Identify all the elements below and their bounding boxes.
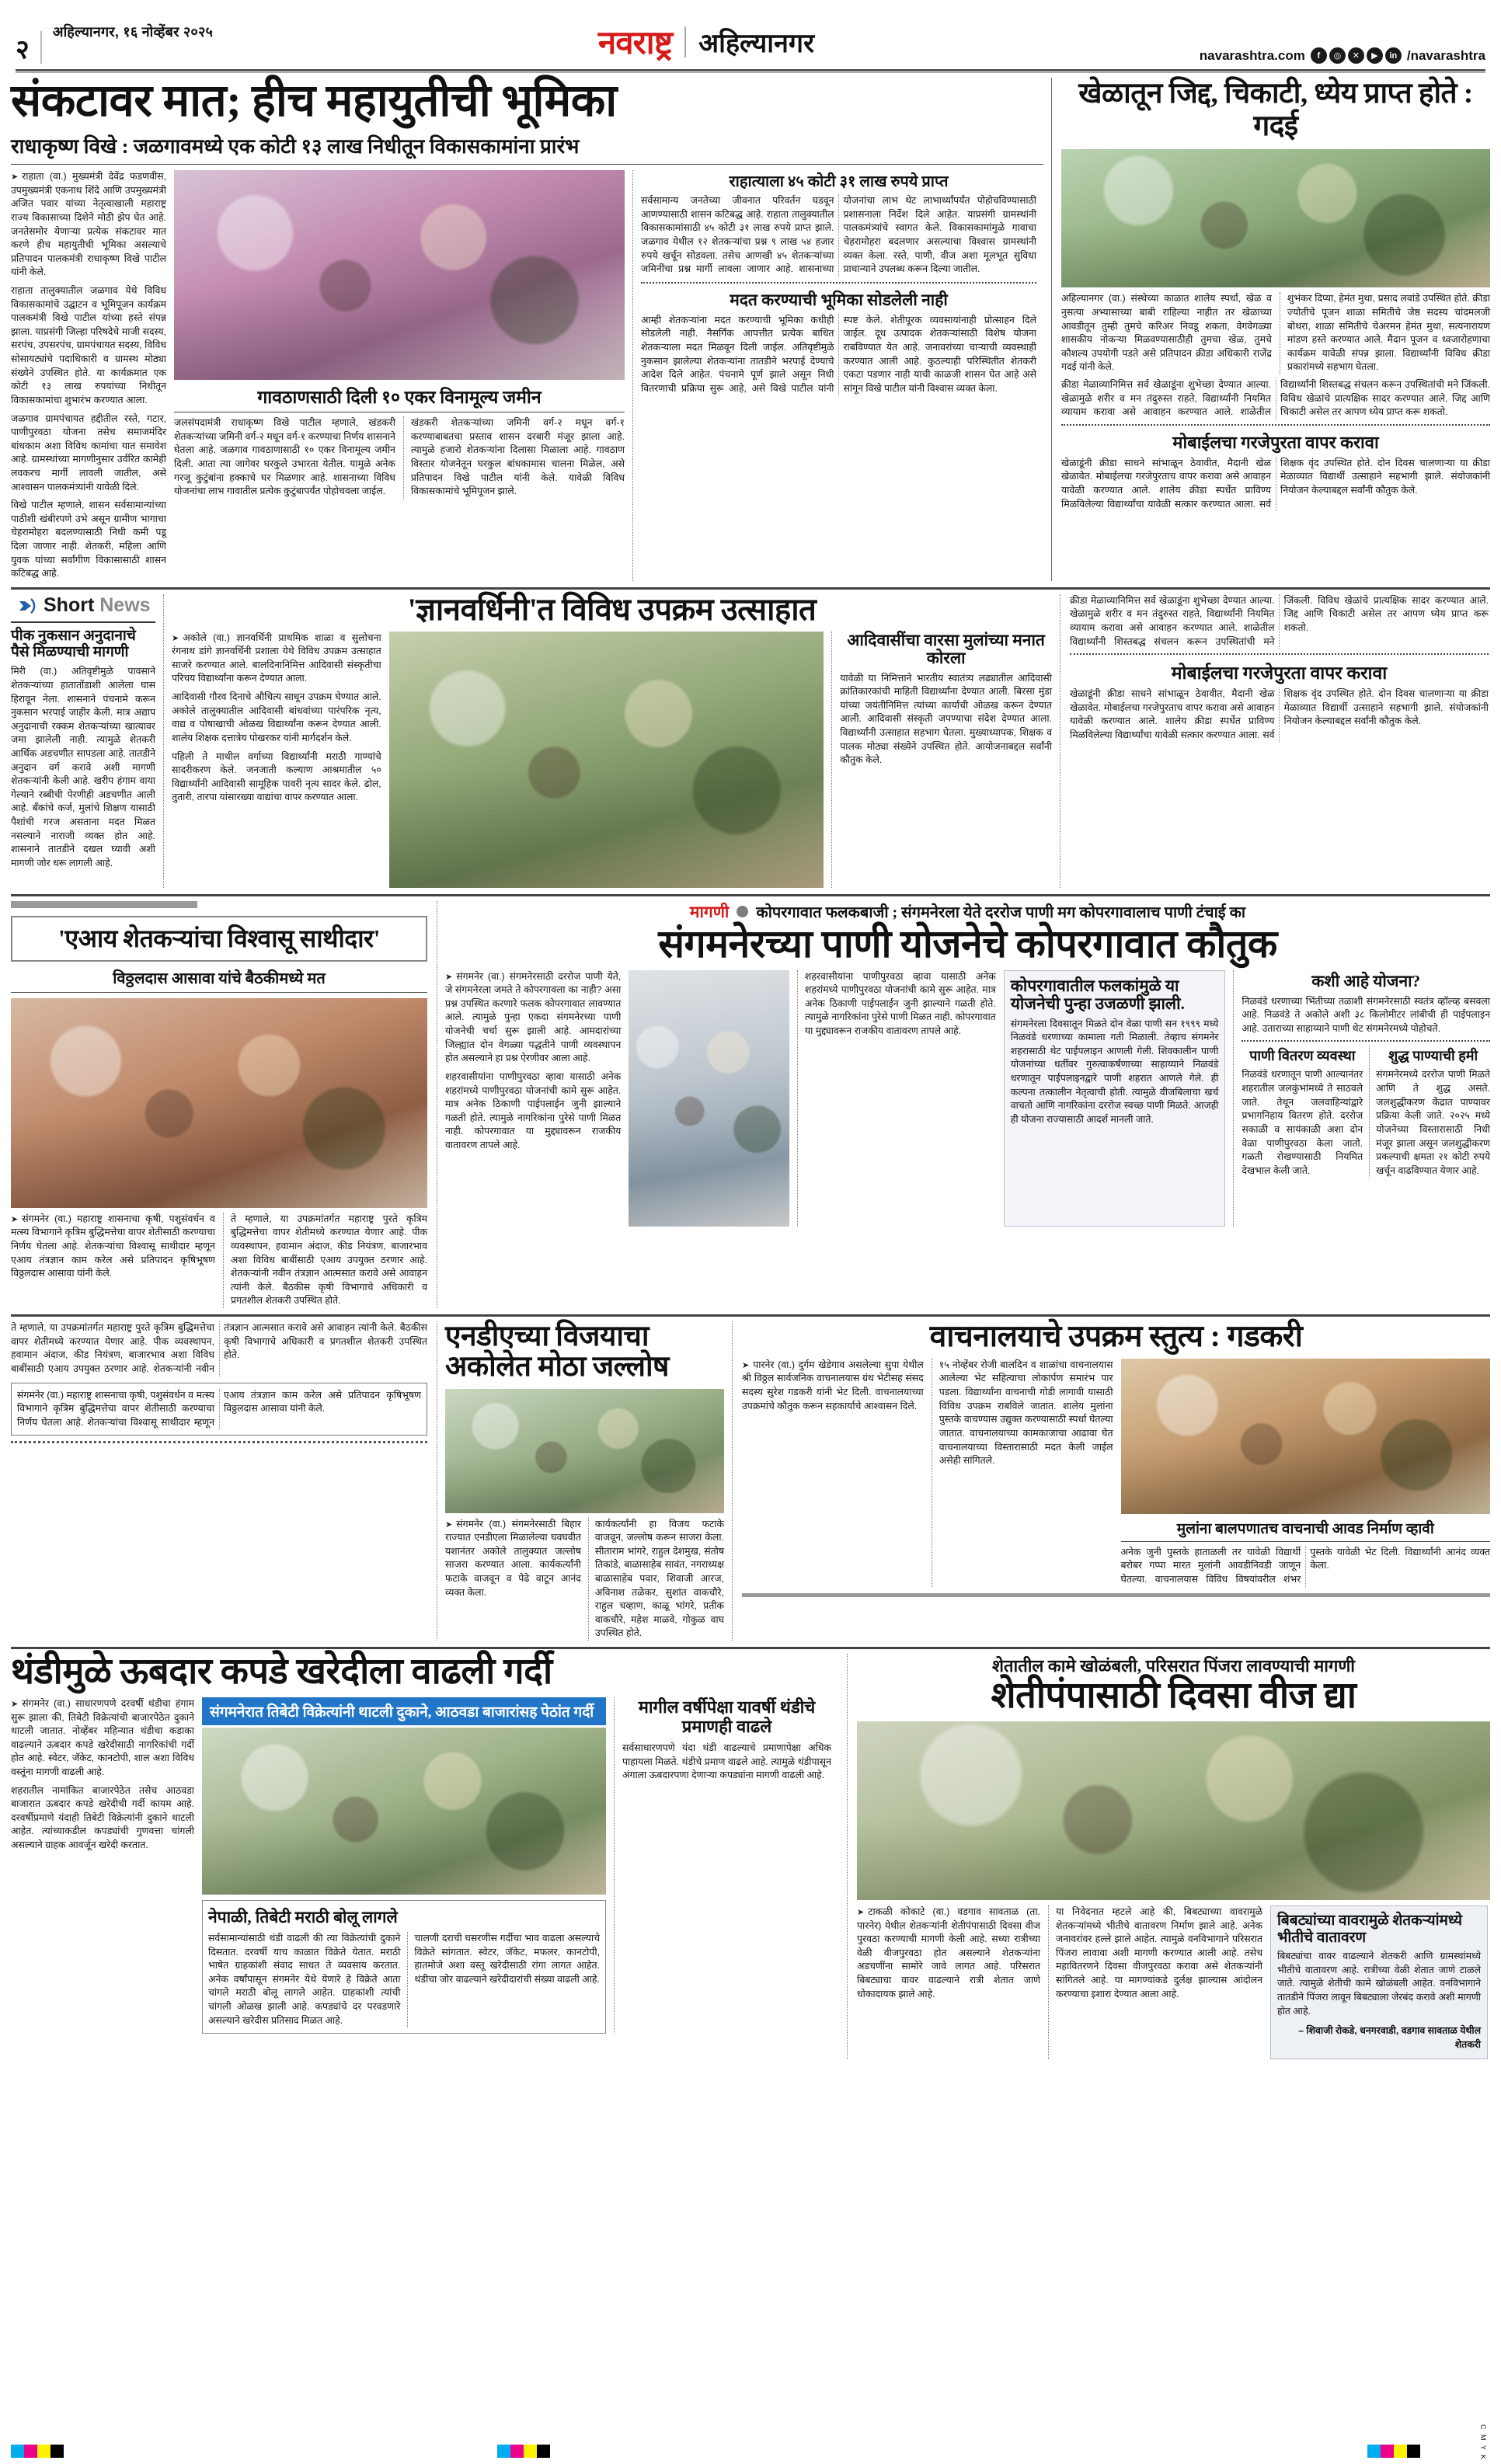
linkedin-icon[interactable]: in	[1385, 47, 1402, 64]
water-kicker: कोपरगावात फलकबाजी ; संगमनेरला येते दररोज पाणी मग कोपरगावालाच पाणी टंचाई का	[756, 904, 1246, 922]
cmyk-magenta	[24, 2445, 37, 2458]
lead-sub2-body: आम्ही शेतकऱ्यांना मदत करण्याची भूमिका कधीही सोडलेली नाही. नैसर्गिक आपत्तीत प्रत्येक बाधित शेतकऱ्याला मदत मिळवून दिली जाईल. अतिवृष्टीमुळे नुकसान झालेल्या शेतकऱ्यांना तातडीने भरपाई देण्याचे आदेश दिले आहेत. पंचनामे पूर्ण झाले असून निधी वितरणाची प्रक्रिया सुरू आहे, असे विखे पाटील यांनी स्पष्ट केले. शेतीपूरक व्यवसायांनाही प्रोत्साहन दिले जाईल. दूध उत्पादक शेतकऱ्यांसाठी विशेष योजना राबविण्यात येत आहे. जनावरांच्या चाऱ्याची व्यवस्थाही करण्यात आली आहे. कुठल्याही परिस्थितीत शेतकरी एकटा पडणार नाही याची काळजी शासन घेत आहे असे सांगून विखे पाटील यांनी विश्वास व्यक्त केला.	[641, 314, 1036, 394]
gyanvardhini-para-3: पहिली ते माथील वर्गाच्या विद्यार्थ्यांनी मराठी गाण्यांचे सादरीकरण केले. जनजाती कल्याण आश्रमातील ५० विद्यार्थ्यांनी आदिवासी सामूहिक पावरी नृत्य सादर केले. ढोल, तुतारी, तारपा यांसारख्या वाद्यांचा वापर करण्यात आला.	[172, 750, 381, 803]
lead-photo-block	[174, 170, 625, 581]
water-text-col	[445, 970, 621, 1227]
ndh-headline: एनडीएच्या विजयाचा अकोलेत मोठा जल्लोष	[445, 1321, 669, 1383]
cmyk-yellow-3	[1394, 2445, 1407, 2458]
website-url[interactable]: navarashtra.com	[1199, 47, 1305, 63]
x-twitter-icon[interactable]: ✕	[1348, 47, 1364, 64]
clothes-box-body-1: सर्वसामान्यांसाठी थंडी वाढली की त्या विक्रेत्यांची दुकाने दिसतात. दरवर्षी याच काळात विक्रेते येतात. मराठी भाषेत ग्राहकांशी संवाद साधत ते व्यवसाय करतात. अनेक वर्षांपासून संगमनेर येथे येणारे हे विक्रेते आता चांगले मराठी बोलू लागले आहेत. ग्राहकांशी त्यांची चांगली ओळख झाली आहे. कपड्यांचे दर परवडणारे असल्याने खरेदीस प्रतिसाद मिळत आहे.	[208, 1932, 401, 2026]
cmyk-yellow-2	[524, 2445, 537, 2458]
sports-para-1: अहिल्यानगर (वा.) संस्थेच्या काळात शालेय स्पर्धा, खेळ व नुसत्या अभ्यासाच्या बाबी राहिल्या नाहीत तर खेळाच्या आवडीतून तुम्ही तुमचे करिअर निवडू शकता, वेगवेगळ्या शासकीय नोकऱ्या मिळवण्यासाठीही तुमचा खेळ, तुमचे कौशल्य उपयोगी पडते असे प्रतिपादन क्रीडा अधिकारी राजेंद्र गदई यांनी केले.	[1061, 293, 1272, 373]
section-rule-2	[11, 894, 1490, 896]
cmyk-black	[50, 2445, 64, 2458]
clothes-headline: थंडीमुळे ऊबदार कपडे खरेदीला वाढली गर्दी	[11, 1651, 552, 1692]
lead-para-3: जळगाव ग्रामपंचायत हद्दीतील रस्ते, गटार, पाणीपुरवठा योजना तसेच समाजमंदिर बांधकाम अशा विविध कामांचा यात समावेश आहे. ग्रामस्थांच्या मागणीनुसार उर्वरित कामेही लवकरच मार्गी लावली जातील, असे आश्वासन पालकमंत्र्यांनी यावेळी दिले.	[11, 412, 166, 492]
lead-photo-caption-cols	[174, 416, 625, 499]
ndh-para-1: ➤ संगमनेर (वा.) संगमनेरसाठी बिहार राज्यात एनडीएला मिळालेल्या घवघवीत यशानंतर अकोले तालुक्यात जल्लोष साजरा करण्यात आला. कार्यकर्त्यांनी फटाके वाजवून व पेढे वाटून आनंद व्यक्त केला.	[445, 1518, 581, 1641]
shortnews-rule	[11, 621, 155, 623]
sports-cont-sub-heading: मोबाईलचा गरजेपुरता वापर करावा	[1171, 663, 1388, 684]
water-kicker-row	[445, 901, 1490, 923]
lead-photo-caption-heading: गावठाणसाठी दिली १० एकर विनामूल्य जमीन	[174, 384, 625, 412]
shortnews-heading: पीक नुकसान अनुदानाचे पैसे मिळण्याची मागणी	[11, 627, 136, 661]
ndh-body-cols	[445, 1518, 724, 1641]
lead-content-row	[11, 170, 1043, 581]
water-box-1	[1004, 970, 1226, 1227]
lead-para-2: राहाता तालुक्यातील जळगाव येथे विविध विकासकामांचे उद्घाटन व भूमिपूजन कार्यक्रम पालकमंत्री विखे पाटील यांच्या हस्ते संपन्न झाला. याप्रसंगी जिल्हा परिषदेचे माजी सदस्य, सरपंच, उपसरपंच, ग्रामपंचायत सदस्य, विविध सोसायट्यांचे पदाधिकारी व ग्रामस्थ मोठ्या संख्येने उपस्थित होते. या कार्यक्रमात एक कोटी १३ लाख रुपयांच्या निधीतून विकासकामांचा शुभारंभ करण्यात आला.	[11, 285, 166, 405]
ai-para-2: ते म्हणाले, या उपक्रमांतर्गत महाराष्ट्र पुरते कृत्रिम बुद्धिमत्तेचा वापर शेतीमध्ये करण्यात येणार आहे. पीक व्यवस्थापन, हवामान अंदाज, कीड नियंत्रण, बाजारभाव अशा विविध बाबींसाठी एआय उपयुक्त ठरणार आहे. शेतकऱ्यांनी नवीन तंत्रज्ञान आत्मसात करावे असे आवाहन त्यांनी केले. बैठकीस कृषी विभागाचे अधिकारी व प्रगतशील शेतकरी उपस्थित होते.	[223, 1213, 427, 1308]
clothes-box-heading: नेपाळी, तिबेटी मराठी बोलू लागले	[208, 1907, 398, 1926]
ai-cont-rule	[11, 1441, 427, 1443]
gyanvardhini-photo-wrap	[389, 632, 824, 888]
water-photo	[629, 970, 789, 1227]
row-ndh-library	[11, 1321, 1490, 1641]
cmyk-bars-center	[497, 2445, 550, 2458]
library-story	[732, 1321, 1490, 1641]
gyanvardhini-content	[172, 632, 1052, 888]
sports-headline: खेळातून जिद्द, चिकाटी, ध्येय प्राप्त होते : गदई	[1078, 78, 1473, 143]
shortnews-label: Short News	[44, 594, 151, 617]
lead-para-4: विखे पाटील म्हणाले, शासन सर्वसामान्यांच्या पाठीशी खंबीरपणे उभे असून ग्रामीण भागाचा चेहरामोहरा बदलण्यासाठी निधी कमी पडू दिला जाणार नाही. शेतकरी, महिला आणि युवक यांच्या सर्वांगीण विकासासाठी शासन कटिबद्ध आहे.	[11, 499, 166, 579]
cmyk-magenta-2	[510, 2445, 524, 2458]
water-box-group	[1233, 970, 1490, 1227]
library-photo-wrap	[1121, 1359, 1490, 1587]
ai-cont-box-body: संगमनेर (वा.) महाराष्ट्र शासनाचा कृषी, पशुसंवर्धन व मत्स्य विभागाने कृत्रिम बुद्धिमत्तेचा वापर शेतीसाठी करण्याचा निर्णय घेतला आहे. शेतकऱ्यांचा विश्वासू साथीदार म्हणून एआय तंत्रज्ञान काम करेल असे प्रतिपादन कृषिभूषण विठ्ठलदास आसावा यांनी केले.	[17, 1389, 421, 1428]
section-rule-1	[11, 587, 1490, 590]
power-body-row	[857, 1905, 1490, 2059]
ndh-story	[437, 1321, 732, 1641]
water-box1-body: संगमनेरला दिवसातून मिळते दोन वेळा पाणी सन १९९९ मध्ये निळवंडे धरणाच्या कामाला गती मिळाली. तेव्हाच संगमनेर शहरासाठी थेट पाईपलाइन आणली गेली. शिवकालीन पाणी योजनांच्या धर्तीवर गुरुत्वाकर्षणाच्या साहाय्याने निळवंडे धरणातून पाईपलाइनद्वारे पाणी शहरात आणले गेले. ही कल्पना तत्कालीन नेतृत्वाची होती. त्यामुळे वीजबिलाचा खर्च वाचतो आणि नागरिकांना दररोज स्वच्छ पाणी मिळते. आजही ही योजना राज्यासाठी आदर्श मानली जाते.	[1010, 1018, 1219, 1125]
section-rule-3	[11, 1314, 1490, 1317]
masthead-brand-group	[213, 19, 1200, 64]
water-para-3: शहरवासीयांना पाणीपुरवठा व्हावा यासाठी अनेक शहरांमध्ये पाणीपुरवठा योजनांची कामे सुरू आहेत. मात्र अनेक ठिकाणी पाईपलाईन जुनी झाल्याने गळती होते. त्यामुळे नागरिकांना पुरेसे पाणी मिळत नाही. कोपरगावात या मुद्द्यावरून राजकीय वातावरण तापले आहे.	[804, 970, 996, 1037]
youtube-icon[interactable]: ▶	[1367, 47, 1383, 64]
power-headline: शेतीपंपासाठी दिवसा वीज द्या	[991, 1676, 1356, 1716]
power-photo	[857, 1721, 1490, 1900]
cmyk-bars-left	[11, 2445, 64, 2458]
power-signature: – शिवाजी रोकडे, धनगरवाडी, वडगाव सावताळ येथील शेतकरी	[1298, 2025, 1481, 2050]
ai-body-cols	[11, 1213, 427, 1308]
ai-cont-box	[11, 1383, 427, 1436]
facebook-icon[interactable]: f	[1311, 47, 1327, 64]
ndh-para-2: कार्यकर्त्यांनी हा विजय फटाके वाजवून, जल्लोष करून साजरा केला. सीताराम भांगरे, राहुल देशमुख, संतोष तिकांडे, बाळासाहेब सावंत, नगराध्यक्ष बाळासाहेब पवार, शिवाजी आरज, अविनाश तळेकर, सुशांत वाकचौरे, राहुल चव्हाण, काळू भांगरे, प्रतीक वाकचौरे, महेश माळवे, गोकुळ वाघ उपस्थित होते.	[588, 1518, 724, 1641]
water-para-2: शहरवासीयांना पाणीपुरवठा व्हावा यासाठी अनेक शहरांमध्ये पाणीपुरवठा योजनांची कामे सुरू आहेत. मात्र अनेक ठिकाणी पाईपलाईन जुनी झाल्याने गळती होते. त्यामुळे नागरिकांना पुरेसे पाणी मिळत नाही. कोपरगावात या मुद्द्यावरून राजकीय वातावरण तापले आहे.	[445, 1070, 622, 1150]
clothes-box-cols	[208, 1932, 600, 2027]
library-photo	[1121, 1359, 1490, 1514]
ndh-photo	[445, 1389, 724, 1513]
cmyk-cyan-2	[497, 2445, 510, 2458]
clothes-para-1: ➤ संगमनेर (वा.) साधारणपणे दरवर्षी थंडीचा हंगाम सुरू झाला की, तिबेटी विक्रेत्यांची बाजारपेठेत दुकाने थाटली जातात. नोव्हेंबर महिन्यात थंडीचा कडाका वाढल्याने ऊबदार कपडे खरेदीसाठी नागरिकांची गर्दी होत आहे. स्वेटर, जॅकेट, कानटोपी, शाल अशा विविध वस्तूंना मागणी वाढली आहे.	[11, 1697, 194, 1780]
page-number: २	[16, 36, 30, 64]
bullet-dot-icon	[737, 906, 748, 917]
cmyk-black-2	[537, 2445, 550, 2458]
library-caption-body: अनेक जुनी पुस्तके हाताळली तर यावेळी विद्यार्थी बरोबर गप्पा मारत मुलांनी आवडीनिवडी जाणून घेतल्या. वाचनालयास विविध विषयांवरील शंभर पुस्तके यावेळी भेट दिली. विद्यार्थ्यांनी आनंद व्यक्त केला.	[1120, 1546, 1490, 1585]
sports-sub-body: खेळाडूंनी क्रीडा साधने सांभाळून ठेवावीत, मैदानी खेळ खेळावेत. मोबाईलचा गरजेपुरताच वापर करावा असे आवाहन यावेळी करण्यात आले. शालेय क्रीडा स्पर्धेत प्राविण्य मिळविलेल्या विद्यार्थ्यांचा यावेळी सत्कार करण्यात आला. सर्व शिक्षक वृंद उपस्थित होते. दोन दिवस चालणाऱ्या या क्रीडा मेळाव्यात विद्यार्थी उत्साहाने सहभागी झाले. संयोजकांनी नियोजन केल्याबद्दल सर्वांनी कौतुक केले.	[1061, 457, 1490, 510]
social-icon-group	[1311, 47, 1402, 64]
water-box1-heading: कोपरगावातील फलकांमुळे या योजनेची पुन्हा उजळणी झाली.	[1010, 976, 1185, 1014]
water-box4-heading: शुद्ध पाण्याची हमी	[1388, 1048, 1478, 1064]
clothes-photo-wrap	[202, 1697, 606, 2034]
sports-cont-divider	[1070, 653, 1489, 655]
gyanvardhini-sub-body: यावेळी या निमित्ताने भारतीय स्वातंत्र्य लढ्यातील आदिवासी क्रांतिकारकांची माहिती विद्यार्थ्यांना देण्यात आली. बिरसा मुंडा यांच्या जयंतीनिमित्त त्यांच्या कार्याची ओळख करून देण्यात आली. आदिवासी संस्कृती जपण्याचा संदेश देण्यात आला. विद्यार्थ्यांनी उत्साहात सहभाग घेतला. मुख्याध्यापक, शिक्षक व पालक मोठ्या संख्येने उपस्थित होते. आयोजनाबद्दल सर्वांनी कौतुक केले.	[840, 672, 1052, 766]
water-box-divider	[1242, 1040, 1490, 1042]
power-para-1-text: ➤ टाकळी कोकाटे (वा.) वडगाव सावताळ (ता. पारनेर) येथील शेतकऱ्यांनी शेतीपंपासाठी दिवसा वीज पुरवठा करण्याची मागणी केली आहे. सध्या रात्रीच्या वेळी वीजपुरवठा होत असल्याने शेतकऱ्यांना अडचणींना सामोरे जावे लागत आहे. परिसरात बिबट्याचा वावर वाढल्याने रात्री शेतात जाणे धोकादायक झाले आहे.	[857, 1905, 1040, 2001]
lead-headline: संकटावर मात; हीच महायुतीची भूमिका	[11, 75, 617, 126]
cmyk-cyan-3	[1367, 2445, 1381, 2458]
library-para-1: ➤ पारनेर (वा.) दुर्गम खेडेगाव असलेल्या सुपा येथील श्री विठ्ठल सार्वजनिक वाचनालयास ग्रंथ भेटीसह संसद सदस्य सुरेश गडकरी यांनी भेट दिली. वाचनालयाच्या उपक्रमांचे कौतुक करून सहकार्याचे आश्वासन दिले.	[742, 1359, 924, 1413]
sports-story	[1052, 78, 1490, 581]
edition-city: अहिल्यानगर	[698, 29, 814, 58]
instagram-icon[interactable]: ◎	[1329, 47, 1346, 64]
clothes-photo	[202, 1728, 606, 1895]
gyanvardhini-headline: 'ज्ञानवर्धिनी'त विविध उपक्रम उत्साहात	[407, 591, 817, 627]
water-box2-heading: कशी आहे योजना?	[1311, 971, 1421, 990]
clothes-sub-body: सर्वसाधारणपणे यंदा थंडी वाढल्याचे प्रमाणापेक्षा अधिक पाहायला मिळते. थंडीचे प्रमाण वाढले आहे. त्यामुळे थंडीपासून अंगाला ऊबदारपणा देणाऱ्या कपड्यांना मागणी वाढली आहे.	[622, 1742, 831, 1781]
power-box	[1270, 1905, 1488, 2059]
lead-caption-col-2: खंडकरी शेतकऱ्यांच्या जमिनी वर्ग-२ मधून वर्ग-१ करण्याबाबतचा प्रस्ताव शासन दरबारी मंजूर झाला आहे. त्यामुळे हजारो शेतकऱ्यांना दिलासा मिळाला आहे. गावठाण विस्तार योजनेतून घरकुल बांधकामास चालना मिळेल, असे प्रतिपादन विखे पाटील यांनी केले. यावेळी विविध विकासकामांचे भूमिपूजन झाले.	[403, 416, 625, 499]
water-headline: संगमनेरच्या पाणी योजनेचे कोपरगावात कौतुक	[658, 921, 1277, 966]
masthead-web-social	[1200, 47, 1485, 64]
ai-cont-body: ते म्हणाले, या उपक्रमांतर्गत महाराष्ट्र पुरते कृत्रिम बुद्धिमत्तेचा वापर शेतीमध्ये करण्यात येणार आहे. पीक व्यवस्थापन, हवामान अंदाज, कीड नियंत्रण, बाजारभाव अशा विविध बाबींसाठी एआय उपयुक्त ठरणार आहे. शेतकऱ्यांनी नवीन तंत्रज्ञान आत्मसात करावे असे आवाहन त्यांनी केले. बैठकीस कृषी विभागाचे अधिकारी व प्रगतशील शेतकरी उपस्थित होते.	[11, 1322, 427, 1374]
lead-subhead: राधाकृष्ण विखे : जळगावमध्ये एक कोटी १३ लाख निधीतून विकासकामांना प्रारंभ	[11, 131, 1043, 165]
cmyk-yellow	[37, 2445, 50, 2458]
water-story	[437, 901, 1490, 1308]
library-text-1	[742, 1359, 924, 1587]
clothes-sub-heading: मागील वर्षीपेक्षा यावर्षी थंडीचे प्रमाणही वाढले	[638, 1697, 816, 1737]
ai-headline-box	[11, 916, 427, 962]
row-clothes-power	[11, 1651, 1490, 2059]
clothes-box-body-2: चालणी दराची घसरणीस गर्दीचा भाव वाढला असल्याचे विक्रेते सांगतात. स्वेटर, जॅकेट, मफलर, कानटोपी, हातमोजे अशा वस्तू खरेदीसाठी रांगा लागत आहेत. थंडीचा जोर वाढल्याने खरेदीदारांची संख्या वाढली आहे.	[407, 1932, 600, 2027]
clothes-para-2: शहरातील नामांकित बाजारपेठेत तसेच आठवडा बाजारात ऊबदार कपडे खरेदीची गर्दी कायम आहे. दरवर्षीप्रमाणे यंदाही तिबेटी विक्रेत्यांनी दुकाने थाटली आहेत. त्यांच्याकडील कपड्यांची गुणवत्ता चांगली असल्याने ग्राहक आवर्जून खरेदी करतात.	[11, 1784, 194, 1851]
masthead-divider	[40, 31, 42, 64]
library-text-2	[932, 1359, 1113, 1587]
clothes-box	[202, 1900, 606, 2034]
shortnews-column	[11, 594, 163, 888]
clothes-sub	[614, 1697, 831, 2034]
brand-logo: नवराष्ट्र	[597, 26, 673, 61]
sports-cont-body: क्रीडा मेळाव्यानिमित्त सर्व खेळाडूंना शुभेच्छा देण्यात आल्या. खेळामुळे शरीर व मन तंदुरुस्त राहते, विद्यार्थ्यांनी नियमित व्यायाम करावा असे आवाहन करण्यात आले. शाळेतील विद्यार्थ्यांनी शिस्तबद्ध संचलन करून उपस्थितांची मने जिंकली. विविध खेळांचे प्रात्यक्षिक सादर करण्यात आले. जिद्द आणि चिकाटी असेल तर आपण ध्येय प्राप्त करू शकतो.	[1070, 594, 1489, 647]
library-caption-heading: मुलांना बालपणातच वाचनाची आवड निर्माण व्हावी	[1121, 1518, 1490, 1542]
water-box2-body: निळवंडे धरणाच्या भिंतीच्या तळाशी संगमनेरसाठी स्वतंत्र व्हॉल्व्ह बसवला आहे. निळवंडे ते अकोले अशी ३८ किलोमीटर लांबीची ही पाईपलाइन आहे. उताराच्या साहाय्याने पाणी थेट संगमनेरमध्ये पोहोचते.	[1242, 995, 1490, 1034]
lead-sub2-heading: मदत करण्याची भूमिका सोडलेली नाही	[730, 290, 948, 309]
lead-photo	[174, 170, 625, 380]
lead-left-column	[11, 75, 1052, 581]
sports-para-3: क्रीडा मेळाव्यानिमित्त सर्व खेळाडूंना शुभेच्छा देण्यात आल्या. खेळामुळे शरीर व मन तंदुरुस्त राहते, विद्यार्थ्यांनी नियमित व्यायाम करावा असे आवाहन करण्यात आले. शाळेतील विद्यार्थ्यांनी शिस्तबद्ध संचलन करून उपस्थितांची मने जिंकली. विविध खेळांचे प्रात्यक्षिक सादर करण्यात आले. जिद्द आणि चिकाटी असेल तर आपण ध्येय प्राप्त करू शकतो.	[1061, 379, 1490, 418]
gyanvardhini-sub-heading: आदिवासींचा वारसा मुलांच्या मनात कोरला	[847, 630, 1045, 668]
lead-para-1: ➤ राहाता (वा.) मुख्यमंत्री देवेंद्र फडणवीस, उपमुख्यमंत्री एकनाथ शिंदे आणि उपमुख्यमंत्री अजित पवार यांच्या नेतृत्वाखाली महाराष्ट्र राज्य विकासाच्या दिशेने मोठी झेप घेत आहे. जनतेसमोर येणाऱ्या प्रत्येक संकटावर मात करणे हीच महायुतीची भूमिका असल्याचे प्रतिपादन पालकमंत्री राधाकृष्ण विखे पाटील यांनी केले.	[11, 170, 166, 280]
water-text-col-2	[797, 970, 996, 1227]
water-para-1: ➤ संगमनेर (वा.) संगमनेरसाठी दररोज पाणी येते, जे संगमनेरला जमते ते कोपरगावला का नाही? असा प्रश्न उपस्थित करणारे फलक कोपरगावात लावण्यात आले. त्यामुळे पुन्हा एकदा संगमनेरच्या पाणी योजनेची चर्चा सुरू झाली आहे. आमदारांच्या जिल्ह्यात दोन वेगळ्या पद्धतीने पाणी व्यवस्थापन होत असल्याने हा प्रश्न ऐरणीवर आला आहे.	[445, 970, 621, 1066]
shortnews-body: मिरी (वा.) अतिवृष्टीमुळे पावसाने शेतकऱ्यांच्या हातातोंडाशी आलेला घास हिरावून नेला. शासनाने पंचनामे करून नुकसान भरपाई जाहीर केली. मात्र अद्याप अनुदानाची रक्कम शेतकऱ्यांच्या खात्यावर जमा झालेली नाही. त्यामुळे शेतकरी आर्थिक अडचणीत सापडला आहे. तातडीने अनुदान वर्ग करावे अशी मागणी शेतकऱ्यांनी केली आहे. खरीप हंगाम वाया गेल्याने रब्बीची पेरणीही अडचणीत आली आहे. बँकांचे कर्ज, मुलांचे शिक्षण यासाठी पैशांची गरज असताना मदत मिळत नसल्याने नाराजी व्यक्त होत आहे. शासनाने तातडीने दखल घ्यावी अशी मागणी जोर धरू लागली आहे.	[11, 666, 155, 868]
power-box-heading: बिबट्यांच्या वावरामुळे शेतकऱ्यांमध्ये भीतीचे वातावरण	[1277, 1912, 1463, 1946]
ai-subhead: विठ्ठलदास आसावा यांचे बैठकीमध्ये मत	[11, 967, 427, 993]
water-content	[445, 970, 1490, 1227]
library-headline: वाचनालयाचे उपक्रम स्तुत्य : गडकरी	[929, 1320, 1303, 1354]
sports-continued	[1060, 594, 1489, 888]
shortnews-badge	[11, 594, 155, 618]
gyanvardhini-para-2: आदिवासी गौरव दिनाचे औचित्य साधून उपक्रम घेण्यात आले. अकोले तालुक्यातील आदिवासी बांधवांच्या पारंपरिक नृत्य, वाद्य व पोषाखाची ओळख विद्यार्थ्यांना करून देण्यात आली. शालेय शिक्षक दत्तात्रेय पोखरकर यांनी मार्गदर्शन केले.	[172, 691, 381, 743]
power-story	[847, 1654, 1490, 2059]
ai-farmer-story	[11, 901, 437, 1308]
section-rule-4	[11, 1647, 1490, 1649]
sports-photo	[1061, 149, 1490, 287]
cmyk-label: C M Y K	[1479, 2424, 1487, 2461]
gyanvardhini-sub	[831, 632, 1052, 888]
water-box34-row	[1242, 1046, 1490, 1178]
social-handle: /navarashtra	[1406, 47, 1485, 63]
sports-cont-sub-body: खेळाडूंनी क्रीडा साधने सांभाळून ठेवावीत, मैदानी खेळ खेळावेत. मोबाईलचा गरजेपुरताच वापर करावा असे आवाहन यावेळी करण्यात आले. शालेय क्रीडा स्पर्धेत प्राविण्य मिळविलेल्या विद्यार्थ्यांचा यावेळी सत्कार करण्यात आला. सर्व शिक्षक वृंद उपस्थित होते. दोन दिवस चालणाऱ्या या क्रीडा मेळाव्यात विद्यार्थी उत्साहाने सहभागी झाले. संयोजकांनी नियोजन केल्याबद्दल सर्वांनी कौतुक केले.	[1070, 688, 1489, 741]
masthead	[11, 0, 1490, 67]
ai-headline: 'एआय शेतकऱ्यांचा विश्वासू साथीदार'	[57, 924, 381, 952]
lead-subcolumn	[632, 170, 1036, 581]
gyanvardhini-para-1: ➤ अकोले (वा.) ज्ञानवर्धिनी प्राथमिक शाळा व सुलोचना रंगनाथ डांगे ज्ञानवर्धिनी प्रशाला येथे विविध उपक्रम उत्साहात साजरे करण्यात आले. बालदिनानिमित्त आदिवासी संस्कृतीचा परिचय विद्यार्थ्यांना करून देण्यात आला.	[172, 632, 381, 686]
masthead-rule	[16, 69, 1485, 73]
row-shortnews	[11, 591, 1490, 888]
gyanvardhini-story	[163, 591, 1060, 888]
cmyk-magenta-3	[1381, 2445, 1394, 2458]
ai-para-1: ➤ संगमनेर (वा.) महाराष्ट्र शासनाचा कृषी, पशुसंवर्धन व मत्स्य विभागाने कृत्रिम बुद्धिमत्तेचा वापर शेतीसाठी करण्याचा निर्णय घेतला आहे. शेतकऱ्यांचा विश्वासू साथीदार म्हणून एआय तंत्रज्ञान काम करेल असे प्रतिपादन कृषिभूषण विठ्ठलदास आसावा यांनी केले.	[11, 1213, 215, 1308]
library-content	[742, 1359, 1490, 1587]
water-box-4	[1369, 1046, 1490, 1178]
gyanvardhini-photo	[389, 632, 824, 888]
lead-block	[11, 75, 1490, 581]
power-kicker: शेतातील कामे खोळंबली, परिसरात पिंजरा लावण्याची मागणी	[992, 1656, 1355, 1676]
power-para-2-text: या निवेदनात म्हटले आहे की, बिबट्याच्या वावरामुळे शेतकऱ्यांमध्ये भीतीचे वातावरण निर्माण झाले आहे. अनेक जनावरांवर हल्ले झाले आहेत. त्यामुळे वनविभागाने परिसरात पिंजरा लावावा अशी मागणी करण्यात आली आहे. तसेच महावितरणने दिवसा वीजपुरवठा करावा असे शेतकऱ्यांनी सांगितले आहे. या मागण्यांकडे दुर्लक्ष झाल्यास आंदोलन करण्याचा इशारा देण्यात आला आहे.	[1056, 1905, 1262, 1999]
gyanvardhini-text-left	[172, 632, 381, 888]
cmyk-black-3	[1407, 2445, 1420, 2458]
lead-sub-divider	[641, 282, 1036, 284]
masthead-dateline: अहिल्यानगर, १६ नोव्हेंबर २०२५	[52, 24, 214, 40]
clothes-story	[11, 1651, 847, 2059]
water-box-3	[1242, 1046, 1363, 1178]
cmyk-bars-right	[1367, 2445, 1420, 2458]
ai-farmer-continued	[11, 1321, 437, 1641]
water-photo-wrap	[629, 970, 789, 1227]
row-water	[11, 901, 1490, 1308]
clothes-banner: संगमनेरात तिबेटी विक्रेत्यांनी थाटली दुकाने, आठवडा बाजारांसह पेठांत गर्दी	[202, 1697, 606, 1725]
library-para-2: १५ नोव्हेंबर रोजी बालदिन व शाळांचा वाचनालयास आलेल्या भेट सहित्याचा लोकार्पण समारंभ पार पडला. विद्यार्थ्यांना वाचनाची गोडी लागावी यासाठी विविध उपक्रम राबविले जातात. शालेय मुलांना पुस्तके वाचण्यास उद्युक्त करण्यासाठी स्पर्धा घेतल्या जातात. वाचनालयाच्या कामकाजाचा आढावा घेत वाचनालयाच्या विस्तारासाठी मदत केली जाईल असेही सांगितले.	[939, 1359, 1113, 1467]
lead-caption-col-1: जलसंपदामंत्री राधाकृष्ण विखे पाटील म्हणाले, खंडकरी शेतकऱ्यांच्या जमिनी वर्ग-२ मधून वर्ग-१ करण्याचा निर्णय शासनाने घेतला आहे. जळगाव गावठाणासाठी १० एकर विनामूल्य जमीन दिली. आता त्या जागेवर घरकुले उभारता येतील. यामुळे अनेक गरजू कुटुंबांना हक्काचे घर मिळणार आहे. शासनाच्या विविध योजनांचा लाभ गावातील प्रत्येक कुटुंबापर्यंत पोहोचवला जाईल.	[174, 417, 395, 497]
lead-sub1-heading: राहात्याला ४५ कोटी ३१ लाख रुपये प्राप्त	[729, 173, 949, 191]
water-box3-body: निळवंडे धरणातून पाणी आल्यानंतर शहरातील जलकुंभांमध्ये ते साठवले जाते. तेथून जलवाहिन्यांद्वारे प्रभागनिहाय वितरण होते. दररोज सकाळी व सायंकाळी अशा दोन वेळा पाणीपुरवठा केला जातो. गळती रोखण्यासाठी नियमित देखभाल केली जाते.	[1242, 1069, 1363, 1176]
sports-sub-heading: मोबाईलचा गरजेपुरता वापर करावा	[1172, 432, 1379, 452]
clothes-content	[11, 1697, 838, 2034]
power-para-1	[857, 1905, 1040, 2059]
water-box3-heading: पाणी वितरण व्यवस्था	[1249, 1048, 1356, 1064]
water-tag: मागणी	[689, 902, 730, 921]
sports-para-2: शुभंकर दिप्या, हेमंत मुथा, प्रसाद लवांडे उपस्थित होते. क्रीडा ज्योतीचे पूजन शाळा समितीचे जेष्ठ सदस्य चांदमलजी बोथरा, शाळा समितीचे चेअरमन हेमंत मुथा, सत्यनारायण मांडण हस्ते करण्यात आले. मैदान पूजन व ध्वजारोहणाचा कार्यक्रम यावेळी संपन्न झाला. विद्यार्थ्यांनी विविध क्रीडा प्रकारांमध्ये सहभाग घेतला.	[1280, 292, 1490, 374]
power-para-2	[1048, 1905, 1262, 2059]
water-box4-body: संगमनेरमध्ये दररोज पाणी मिळते आणि ते शुद्ध असते. जलशुद्धीकरण केंद्रात पाण्यावर प्रक्रिया केली जाते. २०२५ मध्ये योजनेच्या विस्तारासाठी निधी मंजूर झाला असून जलशुद्धीकरण प्रकल्पाची क्षमता २१ कोटी रुपये खर्चून वाढविण्यात येणार आहे.	[1376, 1069, 1490, 1176]
short-news-arrow-icon	[11, 594, 37, 618]
library-bottom-rule	[742, 1593, 1490, 1597]
cmyk-cyan	[11, 2445, 24, 2458]
sports-body-cols	[1061, 292, 1490, 374]
power-box-body: बिबट्यांचा वावर वाढल्याने शेतकरी आणि ग्रामस्थांमध्ये भीतीचे वातावरण आहे. रात्रीच्या वेळी शेतात जाणे टाळले जाते. त्यामुळे शेतीची कामे खोळंबली आहेत. वनविभागाने तातडीने पिंजरा लावून बिबट्याला जेरबंद करावे अशी मागणी होत आहे.	[1277, 1951, 1481, 2017]
sports-divider	[1061, 424, 1490, 426]
clothes-text-1	[11, 1697, 194, 2034]
ai-grey-bar	[11, 901, 197, 908]
lead-sub1-body: सर्वसामान्य जनतेच्या जीवनात परिवर्तन घडवून आणण्यासाठी शासन कटिबद्ध आहे. राहाता तालुक्यातील विकासकामांसाठी ४५ कोटी ३१ लाख रुपये प्राप्त झाले. जळगाव येथील १२ शेतकऱ्यांचा प्रश्न ९ लाख ५४ हजार रुपये खर्चून सोडवला. तसेच आणखी ४५ शेतकऱ्यांच्या जमिनींचा प्रश्न मार्गी लावला जाणार आहे. शासनाच्या योजनांचा लाभ थेट लाभार्थ्यांपर्यंत पोहोचविण्यासाठी प्रशासनाला निर्देश दिले आहेत. याप्रसंगी ग्रामस्थांनी पालकमंत्र्यांचे स्वागत केले. विकासकामांमुळे गावाचा चेहरामोहरा बदलणार असल्याचा विश्वास ग्रामस्थांनी व्यक्त केला. रस्ते, पाणी, वीज अशा मूलभूत सुविधा प्राधान्याने उपलब्ध करून दिल्या जातील.	[641, 195, 1036, 275]
brand-separator	[684, 26, 686, 57]
ai-photo	[11, 998, 427, 1208]
lead-text-col-1	[11, 170, 166, 581]
